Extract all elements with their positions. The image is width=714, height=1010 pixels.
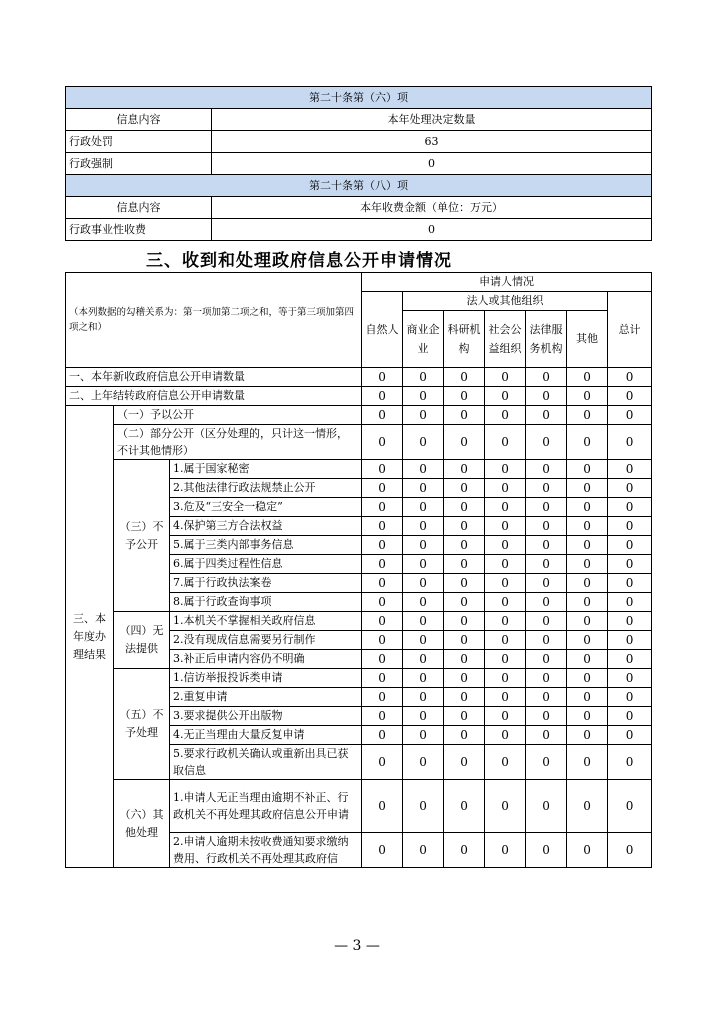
page-number: — 3 —: [334, 938, 380, 954]
natural-person-header: 自然人: [362, 292, 403, 368]
col-info-content: 信息内容: [66, 109, 212, 131]
result-group-label: 三、本年度办理结果: [66, 406, 114, 868]
table-row: 5.要求行政机关确认或重新出具已获取信息 0 0 0 0 0 0 0: [66, 745, 652, 780]
table-row: 2.申请人逾期未按收费通知要求缴纳费用、行政机关不再处理其政府信 0 0 0 0 0 0 0: [66, 833, 652, 868]
row-label: 行政强制: [66, 153, 212, 175]
table-row: 三、本年度办理结果 （一）予以公开 0 0 0 0 0 0 0: [66, 406, 652, 425]
table-row: 一、本年新收政府信息公开申请数量 0 0 0 0 0 0 0: [66, 368, 652, 387]
social-header: 社会公益组织: [485, 311, 526, 368]
row-value: 0: [212, 153, 652, 175]
business-header: 商业企业: [403, 311, 444, 368]
table-row: 5.属于三类内部事务信息 0 0 0 0 0 0 0: [66, 536, 652, 555]
legal-person-header: 法人或其他组织: [403, 292, 608, 311]
table-row: 6.属于四类过程性信息 0 0 0 0 0 0 0: [66, 555, 652, 574]
col-decision-count: 本年处理决定数量: [212, 109, 652, 131]
other-header: 其他: [567, 311, 608, 368]
section-title: 三、收到和处理政府信息公开申请情况: [146, 251, 452, 271]
table-row: 二、上年结转政府信息公开申请数量 0 0 0 0 0 0 0: [66, 387, 652, 406]
col-info-content: 信息内容: [66, 197, 212, 219]
not-open-label: （三）不予公开: [114, 460, 170, 612]
table-row: （四）无法提供 1.本机关不掌握相关政府信息 0 0 0 0 0 0 0: [66, 612, 652, 631]
unable-label: （四）无法提供: [114, 612, 170, 669]
application-table: [65, 272, 652, 868]
row-label: 行政处罚: [66, 131, 212, 153]
table-row: 2.其他法律行政法规禁止公开 0 0 0 0 0 0 0: [66, 479, 652, 498]
legal-service-header: 法律服务机构: [526, 311, 567, 368]
total-header: 总计: [608, 292, 652, 368]
applicant-header: 申请人情况: [362, 273, 652, 292]
table-row: 3.补正后申请内容仍不明确 0 0 0 0 0 0 0: [66, 650, 652, 669]
table-row: 3.要求提供公开出版物 0 0 0 0 0 0 0: [66, 707, 652, 726]
table-row: 4.无正当理由大量反复申请 0 0 0 0 0 0 0: [66, 726, 652, 745]
section-header-eight: 第二十条第（八）项: [66, 175, 652, 197]
research-header: 科研机构: [444, 311, 485, 368]
table-row: 2.重复申请 0 0 0 0 0 0 0: [66, 688, 652, 707]
table-row: 7.属于行政执法案卷 0 0 0 0 0 0 0: [66, 574, 652, 593]
table-row: （六）其他处理 1.申请人无正当理由逾期不补正、行政机关不再处理其政府信息公开申请 0 0 0 0 0 0 0: [66, 780, 652, 833]
col-fee-amount: 本年收费金额（单位：万元）: [212, 197, 652, 219]
table-row: （三）不予公开 1.属于国家秘密 0 0 0 0 0 0 0: [66, 460, 652, 479]
no-process-label: （五）不予处理: [114, 669, 170, 780]
row-label: 行政事业性收费: [66, 219, 212, 241]
row-value: 0: [212, 219, 652, 241]
column-note: （本列数据的勾稽关系为：第一项加第二项之和，等于第三项加第四项之和）: [66, 273, 362, 368]
table-row: 4.保护第三方合法权益 0 0 0 0 0 0 0: [66, 517, 652, 536]
other-process-label: （六）其他处理: [114, 780, 170, 868]
table-row: 8.属于行政查询事项 0 0 0 0 0 0 0: [66, 593, 652, 612]
table-row: （二）部分公开（区分处理的，只计这一情形，不计其他情形） 0 0 0 0 0 0 0: [66, 425, 652, 460]
table-row: （五）不予处理 1.信访举报投诉类申请 0 0 0 0 0 0 0: [66, 669, 652, 688]
row-value: 63: [212, 131, 652, 153]
section-header-six: 第二十条第（六）项: [66, 87, 652, 109]
decision-fee-table: [65, 86, 652, 241]
table-row: 2.没有现成信息需要另行制作 0 0 0 0 0 0 0: [66, 631, 652, 650]
table-row: 3.危及“三安全一稳定” 0 0 0 0 0 0 0: [66, 498, 652, 517]
